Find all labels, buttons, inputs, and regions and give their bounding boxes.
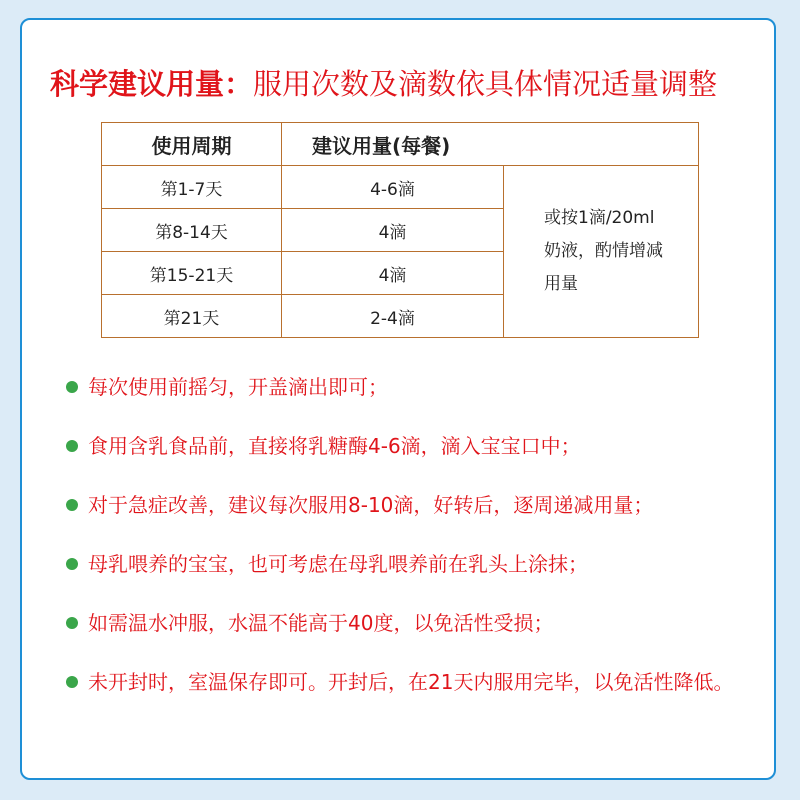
bullet-dot-icon [66,676,78,688]
table-header-row [102,123,699,166]
list-item: 未开封时，室温保存即可。开封后，在21天内服用完毕，以免活性降低。 [62,667,752,697]
period-cell: 第8-14天 [102,209,282,252]
bullet-dot-icon [66,381,78,393]
list-item: 对于急症改善，建议每次服用8-10滴，好转后，逐周递减用量； [62,490,752,520]
bullet-dot-icon [66,617,78,629]
dose-note: 或按1滴/20ml奶液，酌情增减用量 [544,208,663,294]
list-item: 每次使用前摇匀，开盖滴出即可； [62,372,752,402]
period-cell: 第15-21天 [102,252,282,295]
table-row [102,166,699,209]
period-cell: 第1-7天 [102,166,282,209]
dose-cell: 4-6滴 [282,166,504,209]
usage-tips-list [62,372,752,726]
bullet-dot-icon [66,440,78,452]
bullet-dot-icon [66,558,78,570]
column-header-period: 使用周期 [102,123,282,166]
list-item: 食用含乳食品前，直接将乳糖酶4-6滴，滴入宝宝口中； [62,431,752,461]
content-card [20,18,776,780]
dosage-table [101,122,699,338]
title-description: 服用次数及滴数依具体情况适量调整 [253,67,718,101]
dose-cell: 2-4滴 [282,295,504,338]
dose-note-cell [504,166,699,338]
list-item: 母乳喂养的宝宝，也可考虑在母乳喂养前在乳头上涂抹； [62,549,752,579]
dose-cell: 4滴 [282,252,504,295]
title-label: 科学建议用量： [50,67,254,101]
dose-cell: 4滴 [282,209,504,252]
page-title [50,64,717,104]
period-cell: 第21天 [102,295,282,338]
list-item: 如需温水冲服，水温不能高于40度，以免活性受损； [62,608,752,638]
bullet-dot-icon [66,499,78,511]
column-header-dose: 建议用量(每餐) [282,123,699,166]
